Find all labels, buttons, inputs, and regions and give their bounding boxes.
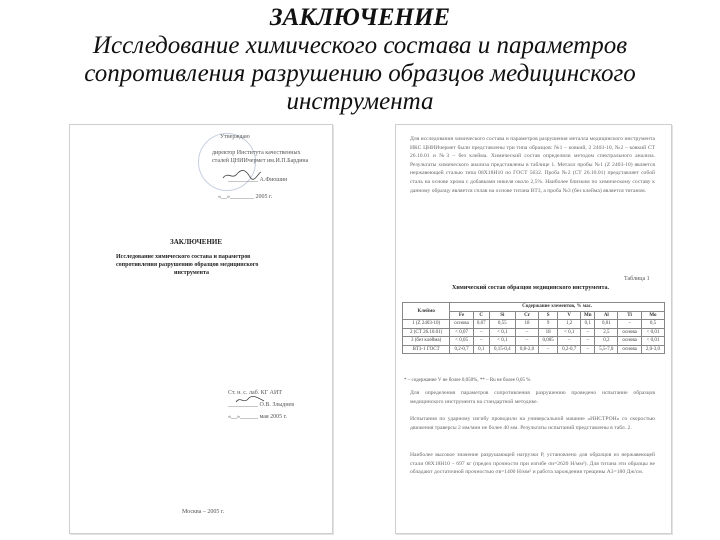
table-cell: – (581, 345, 595, 354)
table-cell: 0,55 (489, 320, 515, 329)
chemical-composition-table (402, 302, 665, 354)
document-footer: Москва – 2005 г. (182, 509, 225, 515)
table-row (403, 337, 665, 346)
row-label: ВТ3-1 ГОСТ (403, 345, 450, 354)
table-cell: – (581, 337, 595, 346)
table-cell: – (515, 328, 538, 337)
table-caption-title: Химический состав образцов медицинского инструмента. (452, 285, 610, 291)
table-cell: – (473, 337, 489, 346)
element-header: S (539, 311, 558, 320)
document-heading: ЗАКЛЮЧЕНИЕ (170, 238, 223, 246)
element-header: Al (595, 311, 618, 320)
row-label: 3 (без клейма) (403, 337, 450, 346)
table-note: * – содержание V не более 0,050%, ** – Ru не более 0,05 % (404, 378, 531, 383)
approval-line-3: сталей ЦНИИчермет им.И.П.Бардина (212, 158, 309, 164)
document-report-page (395, 124, 672, 534)
table-cell: – (581, 328, 595, 337)
slide-subtitle-line-1: Исследование химического состава и параметров (92, 32, 628, 59)
slide-subtitle-line-2: сопротивления разрушению образцов медицинского (84, 60, 636, 87)
table-row (403, 320, 665, 329)
table-cell: основа (618, 328, 642, 337)
table-cell: 18 (515, 320, 538, 329)
document-subject-line-3: инструмента (174, 270, 210, 276)
table-cell: – (618, 320, 642, 329)
table-cell: – (473, 328, 489, 337)
signature-mark (222, 169, 262, 181)
table-row (403, 345, 665, 354)
table-cell: 0,8-2,0 (515, 345, 538, 354)
table-cell: 0,15-0,4 (489, 345, 515, 354)
table-cell: 0,2 (595, 337, 618, 346)
approval-line-4: __________ А.Фиошин (228, 177, 288, 183)
element-header: Mo (641, 311, 664, 320)
table-cell: – (515, 337, 538, 346)
table-cell: < 0,1 (489, 337, 515, 346)
table-cell: 0,2-0,7 (558, 345, 581, 354)
table-cell: 2,0-3,0 (641, 345, 664, 354)
table-cell: < 0,01 (641, 337, 664, 346)
element-header: C (473, 311, 489, 320)
approval-line-5: «__»________ 2005 г. (218, 194, 273, 200)
intro-paragraph: Для исследования химического состава и параметров разрушения металла медицинского инструмента ИКС ЦНИИчермет были представлены три типа образцов: №1 – ковкий, 2 2403-10, №2 – ковкий СТ 26.10.01 и №3 – без клейма. Химический состав определяли методом спектрального анализа. Результаты химического анализа представлены в таблице 1. Металл пробы №1 (Z 2403-10) является нержавеющей сталью типа 08Х18Н10 по ГОСТ 5632. Проба №2 (СТ 26.10.01) представляет собой сталь на основе хрома с добавками никеля около 2,5%. Наиболее близким по химическому составу к данному образцу является сплав на основе титана ВТ3, а проба №3 (без клейма) является титаном. (410, 136, 655, 194)
table-caption-number: Таблица 1 (624, 276, 650, 282)
element-header: Ti (618, 311, 642, 320)
approval-line-1: Утверждаю (220, 134, 250, 140)
paragraph-2: Для определения параметров сопротивления разрушению проведено испытание образцов медицинского инструмента на стандартной методике. (410, 390, 655, 405)
table-cell: 0,07 (473, 320, 489, 329)
table-group-header: Содержание элементов, % мас. (450, 303, 665, 312)
table-cell: 0,2-0,7 (450, 345, 474, 354)
table-cell: 2,5 (595, 328, 618, 337)
table-cell: основа (618, 345, 642, 354)
slide-subtitle-line-3: инструмента (286, 88, 434, 115)
slide-title: ЗАКЛЮЧЕНИЕ (269, 4, 451, 31)
table-cell: 0,01 (595, 320, 618, 329)
table-cell: 5,5-7,0 (595, 345, 618, 354)
table-cell: < 0,07 (450, 328, 474, 337)
document-title-page (69, 124, 333, 534)
table-cell: < 0,1 (558, 328, 581, 337)
table-cell: 1,2 (558, 320, 581, 329)
table-cell: 0,1 (473, 345, 489, 354)
paragraph-4: Наиболее высокое значение разрушающей нагрузки Р, установлено для образцов из нержавеющей стали 08Х18Н10 – 697 кг (предел прочности при изгибе σи=2620 Н/мм²). Для титана эти образцы не обладают достаточной прочностью σв=1400 Н/мм² и работа зарождения трещины А3=180 Дж/см. (410, 452, 655, 476)
table-cell: < 0,01 (641, 328, 664, 337)
table-cell: 18 (539, 328, 558, 337)
document-subject-line-1: Исследование химического состава и параметров (116, 254, 251, 260)
row-label: 2 (СТ 26.10.01) (403, 328, 450, 337)
table-cell: 0,1 (581, 320, 595, 329)
element-header: Mn (581, 311, 595, 320)
document-subject-line-2: сопротивления разрушению образцов медицинского (116, 262, 259, 268)
element-header: V (558, 311, 581, 320)
table-cell: 9 (539, 320, 558, 329)
signer-signature-mark (235, 395, 265, 405)
approval-line-2: директор Института качественных (212, 150, 301, 156)
signer-line-3: «__»______ мая 2005 г. (228, 414, 287, 420)
element-header: Si (489, 311, 515, 320)
signer-line-2: __________ О.В. Злыднев (228, 402, 295, 408)
slide-heading (0, 4, 720, 116)
row-label: 1 (Z 2403-10) (403, 320, 450, 329)
table-cell: < 0,1 (489, 328, 515, 337)
table-cell: – (558, 337, 581, 346)
table-cell: 0,5 (641, 320, 664, 329)
element-header: Fe (450, 311, 474, 320)
table-cell: основа (618, 337, 642, 346)
element-header: Cr (515, 311, 538, 320)
signer-line-1: Ст. н. с. лаб. КГ АИТ (228, 390, 282, 396)
table-cell: < 0,05 (450, 337, 474, 346)
table-cell: 0,005 (539, 337, 558, 346)
paragraph-3: Испытания по ударному изгибу проводили на универсальной машине «ИНСТРОН» со скоростью движения траверсы 2 мм/мин не более 40 мм. Результаты испытаний представлены в табл. 2. (410, 416, 655, 431)
table-col-header: Клеймо (403, 303, 450, 320)
table-row (403, 328, 665, 337)
table-cell: – (539, 345, 558, 354)
table-cell: основа (450, 320, 474, 329)
